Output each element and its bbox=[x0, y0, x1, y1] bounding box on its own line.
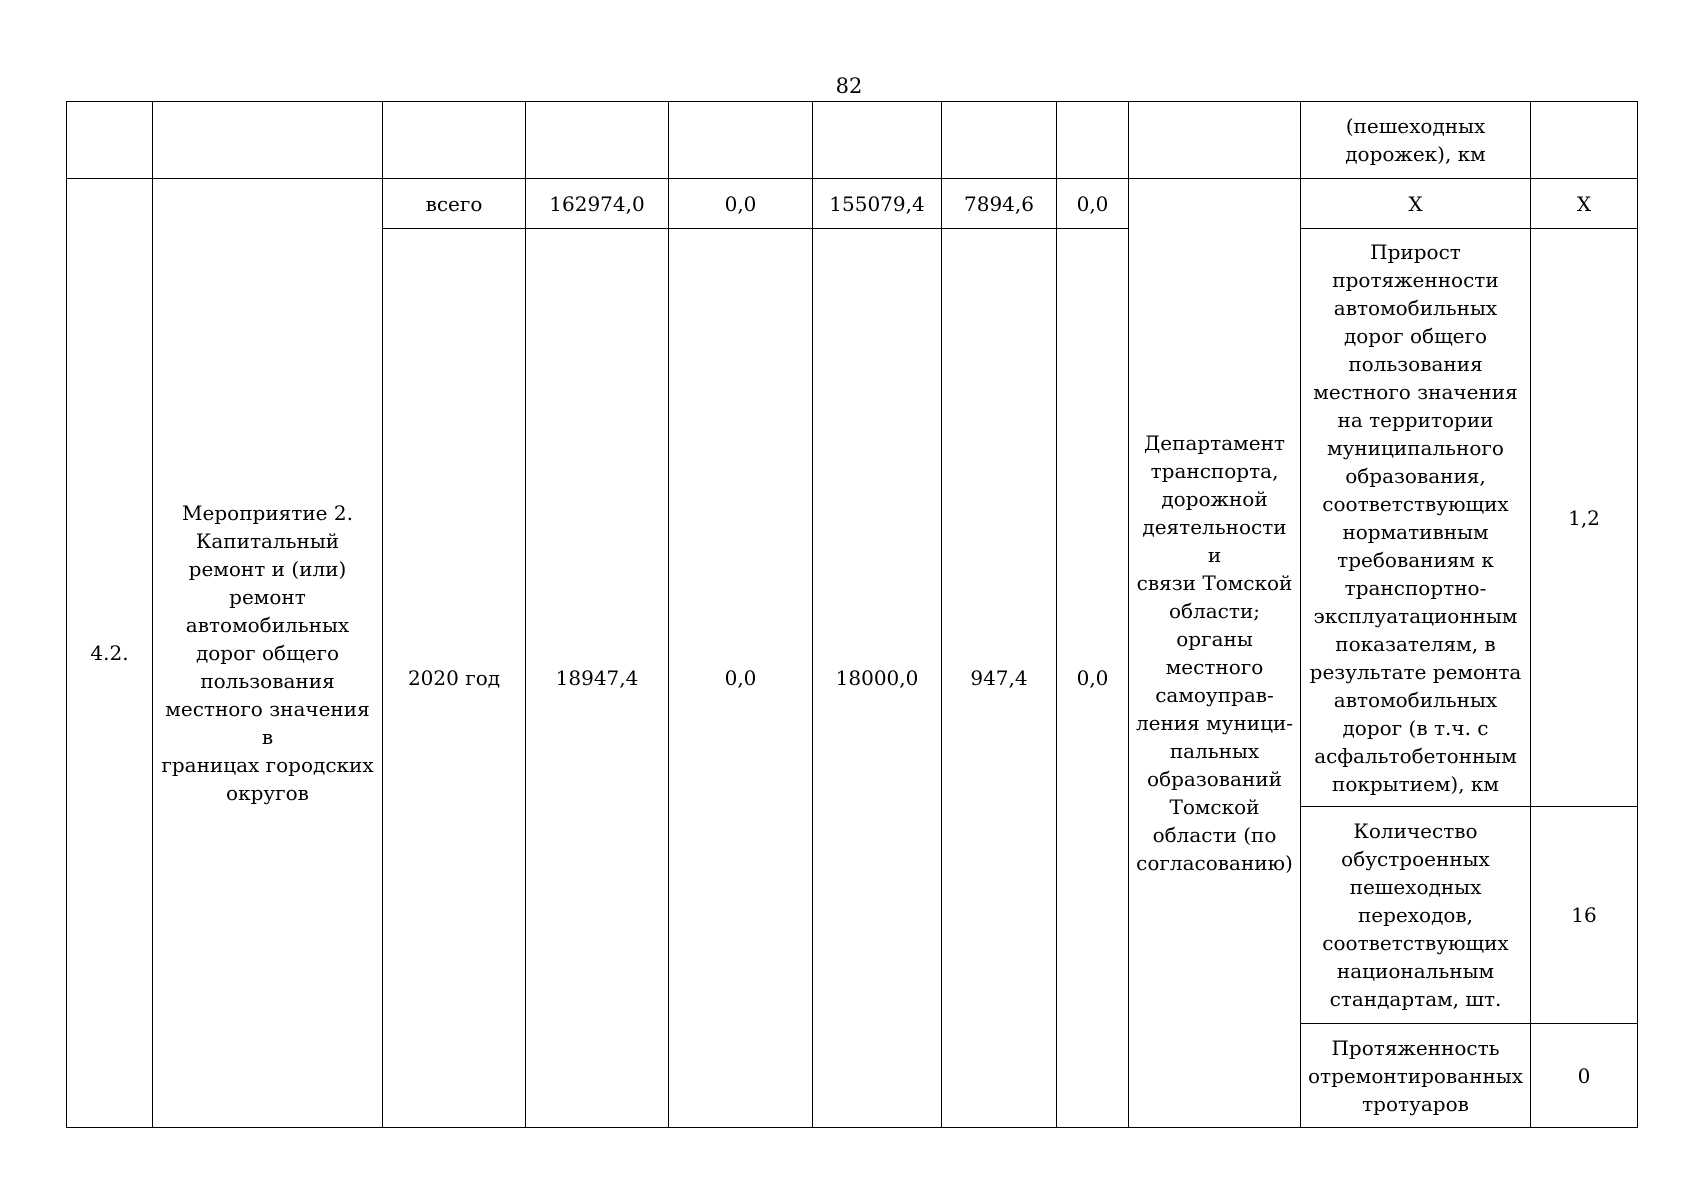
indicator-value-cell: 1,2 bbox=[1531, 229, 1638, 807]
item-number-cell: 4.2. bbox=[67, 179, 153, 1128]
indicator-value-cell: X bbox=[1531, 179, 1638, 229]
empty-cell bbox=[1531, 102, 1638, 179]
total-amount-cell: 162974,0 bbox=[526, 179, 669, 229]
empty-cell bbox=[67, 102, 153, 179]
program-table bbox=[66, 101, 1638, 1128]
empty-cell bbox=[669, 102, 813, 179]
continuation-row bbox=[67, 102, 1638, 179]
local-amount-cell: 947,4 bbox=[942, 229, 1057, 1128]
empty-cell bbox=[153, 102, 383, 179]
extra-amount-cell: 0,0 bbox=[1057, 229, 1129, 1128]
indicator-cell: Протяженность отремонтированных тротуаров bbox=[1301, 1024, 1531, 1128]
indicator-cell: Количество обустроенных пешеходных переходов, соответствующих национальным стандартам, шт. bbox=[1301, 807, 1531, 1024]
empty-cell bbox=[1129, 102, 1301, 179]
total-amount-cell: 18947,4 bbox=[526, 229, 669, 1128]
empty-cell bbox=[526, 102, 669, 179]
federal-amount-cell: 0,0 bbox=[669, 179, 813, 229]
regional-amount-cell: 155079,4 bbox=[813, 179, 942, 229]
extra-amount-cell: 0,0 bbox=[1057, 179, 1129, 229]
indicator-cell: X bbox=[1301, 179, 1531, 229]
period-cell: 2020 год bbox=[383, 229, 526, 1128]
total-row bbox=[67, 179, 1638, 229]
local-amount-cell: 7894,6 bbox=[942, 179, 1057, 229]
period-cell: всего bbox=[383, 179, 526, 229]
empty-cell bbox=[383, 102, 526, 179]
indicator-cell: Прирост протяженности автомобильных дорог общего пользования местного значения на территории муниципального образования, соответствующих нормативным требованиям к транспортно- эксплуатационным показателям, в результате ремонта автомобильных дорог (в т.ч. с асфальтобетонным покрытием), км bbox=[1301, 229, 1531, 807]
responsible-cell: Департамент транспорта, дорожной деятельности и связи Томской области; органы местного самоуправ- ления муници- пальных образований Томской области (по согласованию) bbox=[1129, 179, 1301, 1128]
empty-cell bbox=[813, 102, 942, 179]
indicator-value-cell: 16 bbox=[1531, 807, 1638, 1024]
page-number: 82 bbox=[835, 74, 863, 98]
federal-amount-cell: 0,0 bbox=[669, 229, 813, 1128]
empty-cell bbox=[1057, 102, 1129, 179]
item-title-cell: Мероприятие 2. Капитальный ремонт и (или) ремонт автомобильных дорог общего пользования местного значения в границах городских округов bbox=[153, 179, 383, 1128]
empty-cell bbox=[942, 102, 1057, 179]
regional-amount-cell: 18000,0 bbox=[813, 229, 942, 1128]
indicator-cell: (пешеходных дорожек), км bbox=[1301, 102, 1531, 179]
indicator-value-cell: 0 bbox=[1531, 1024, 1638, 1128]
